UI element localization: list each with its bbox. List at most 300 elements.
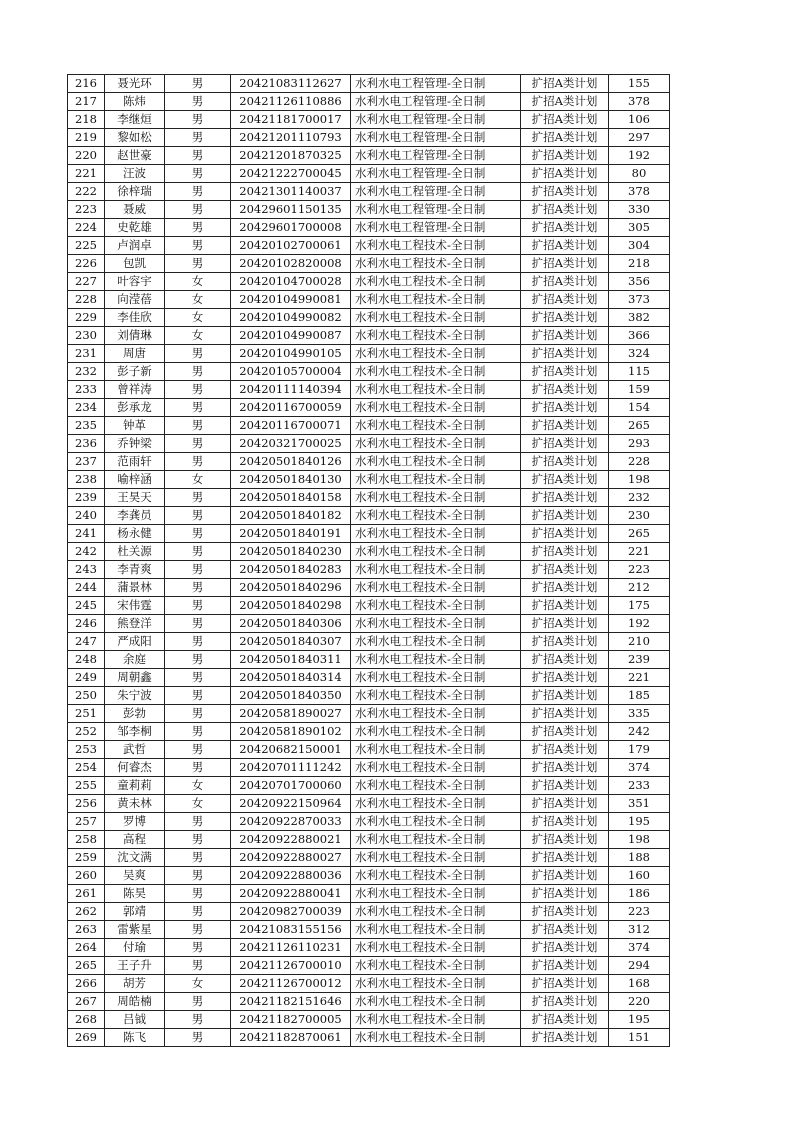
- plan-type-cell: 扩招A类计划: [521, 651, 609, 669]
- table-row: [68, 975, 670, 993]
- row-number-cell: 231: [68, 345, 105, 363]
- major-cell: 水利水电工程技术-全日制: [351, 417, 521, 435]
- table-row: [68, 435, 670, 453]
- score-cell: 335: [609, 705, 670, 723]
- exam-id-cell: 20420111140394: [231, 381, 351, 399]
- score-cell: 106: [609, 111, 670, 129]
- exam-id-cell: 20420922880036: [231, 867, 351, 885]
- row-number-cell: 225: [68, 237, 105, 255]
- gender-cell: 男: [165, 561, 231, 579]
- score-cell: 179: [609, 741, 670, 759]
- major-cell: 水利水电工程技术-全日制: [351, 309, 521, 327]
- exam-id-cell: 20421126110231: [231, 939, 351, 957]
- gender-cell: 男: [165, 201, 231, 219]
- name-cell: 武哲: [105, 741, 165, 759]
- plan-type-cell: 扩招A类计划: [521, 723, 609, 741]
- score-cell: 374: [609, 759, 670, 777]
- name-cell: 李佳欣: [105, 309, 165, 327]
- gender-cell: 男: [165, 345, 231, 363]
- plan-type-cell: 扩招A类计划: [521, 237, 609, 255]
- score-cell: 312: [609, 921, 670, 939]
- row-number-cell: 240: [68, 507, 105, 525]
- major-cell: 水利水电工程管理-全日制: [351, 147, 521, 165]
- table-row: [68, 453, 670, 471]
- row-number-cell: 230: [68, 327, 105, 345]
- gender-cell: 男: [165, 1029, 231, 1047]
- name-cell: 邹李桐: [105, 723, 165, 741]
- gender-cell: 男: [165, 363, 231, 381]
- name-cell: 包凯: [105, 255, 165, 273]
- table-row: [68, 309, 670, 327]
- row-number-cell: 261: [68, 885, 105, 903]
- exam-id-cell: 20420104990087: [231, 327, 351, 345]
- plan-type-cell: 扩招A类计划: [521, 741, 609, 759]
- name-cell: 严成阳: [105, 633, 165, 651]
- score-cell: 265: [609, 525, 670, 543]
- major-cell: 水利水电工程技术-全日制: [351, 237, 521, 255]
- plan-type-cell: 扩招A类计划: [521, 615, 609, 633]
- gender-cell: 男: [165, 885, 231, 903]
- table-row: [68, 525, 670, 543]
- exam-id-cell: 20420501840296: [231, 579, 351, 597]
- gender-cell: 男: [165, 219, 231, 237]
- gender-cell: 男: [165, 651, 231, 669]
- row-number-cell: 243: [68, 561, 105, 579]
- name-cell: 郭靖: [105, 903, 165, 921]
- major-cell: 水利水电工程技术-全日制: [351, 363, 521, 381]
- gender-cell: 男: [165, 165, 231, 183]
- score-cell: 378: [609, 93, 670, 111]
- exam-id-cell: 20420501840130: [231, 471, 351, 489]
- plan-type-cell: 扩招A类计划: [521, 489, 609, 507]
- score-cell: 378: [609, 183, 670, 201]
- row-number-cell: 219: [68, 129, 105, 147]
- exam-id-cell: 20421222700045: [231, 165, 351, 183]
- table-row: [68, 777, 670, 795]
- exam-id-cell: 20420922880041: [231, 885, 351, 903]
- major-cell: 水利水电工程技术-全日制: [351, 813, 521, 831]
- row-number-cell: 253: [68, 741, 105, 759]
- name-cell: 卢润卓: [105, 237, 165, 255]
- exam-id-cell: 20420501840306: [231, 615, 351, 633]
- gender-cell: 男: [165, 453, 231, 471]
- row-number-cell: 232: [68, 363, 105, 381]
- table-row: [68, 597, 670, 615]
- row-number-cell: 260: [68, 867, 105, 885]
- gender-cell: 男: [165, 111, 231, 129]
- name-cell: 宋伟霆: [105, 597, 165, 615]
- table-row: [68, 579, 670, 597]
- row-number-cell: 269: [68, 1029, 105, 1047]
- plan-type-cell: 扩招A类计划: [521, 813, 609, 831]
- gender-cell: 男: [165, 489, 231, 507]
- row-number-cell: 237: [68, 453, 105, 471]
- row-number-cell: 268: [68, 1011, 105, 1029]
- exam-id-cell: 20420922880027: [231, 849, 351, 867]
- table-row: [68, 345, 670, 363]
- plan-type-cell: 扩招A类计划: [521, 327, 609, 345]
- gender-cell: 男: [165, 1011, 231, 1029]
- row-number-cell: 265: [68, 957, 105, 975]
- score-cell: 160: [609, 867, 670, 885]
- name-cell: 彭承龙: [105, 399, 165, 417]
- row-number-cell: 267: [68, 993, 105, 1011]
- name-cell: 付瑜: [105, 939, 165, 957]
- table-row: [68, 111, 670, 129]
- score-cell: 218: [609, 255, 670, 273]
- row-number-cell: 266: [68, 975, 105, 993]
- score-cell: 297: [609, 129, 670, 147]
- table-row: [68, 507, 670, 525]
- name-cell: 王昊天: [105, 489, 165, 507]
- row-number-cell: 244: [68, 579, 105, 597]
- exam-id-cell: 20420501840350: [231, 687, 351, 705]
- exam-id-cell: 20420922870033: [231, 813, 351, 831]
- table-row: [68, 201, 670, 219]
- name-cell: 黎如松: [105, 129, 165, 147]
- row-number-cell: 254: [68, 759, 105, 777]
- name-cell: 彭勃: [105, 705, 165, 723]
- table-row: [68, 723, 670, 741]
- table-row: [68, 129, 670, 147]
- major-cell: 水利水电工程技术-全日制: [351, 759, 521, 777]
- table-row: [68, 633, 670, 651]
- score-cell: 80: [609, 165, 670, 183]
- major-cell: 水利水电工程技术-全日制: [351, 993, 521, 1011]
- exam-id-cell: 20420501840230: [231, 543, 351, 561]
- gender-cell: 男: [165, 417, 231, 435]
- row-number-cell: 258: [68, 831, 105, 849]
- name-cell: 曾祥涛: [105, 381, 165, 399]
- plan-type-cell: 扩招A类计划: [521, 777, 609, 795]
- gender-cell: 男: [165, 741, 231, 759]
- major-cell: 水利水电工程技术-全日制: [351, 525, 521, 543]
- plan-type-cell: 扩招A类计划: [521, 219, 609, 237]
- exam-id-cell: 20420701111242: [231, 759, 351, 777]
- row-number-cell: 233: [68, 381, 105, 399]
- score-cell: 366: [609, 327, 670, 345]
- score-cell: 293: [609, 435, 670, 453]
- score-cell: 151: [609, 1029, 670, 1047]
- major-cell: 水利水电工程技术-全日制: [351, 273, 521, 291]
- gender-cell: 男: [165, 525, 231, 543]
- plan-type-cell: 扩招A类计划: [521, 597, 609, 615]
- name-cell: 史乾雄: [105, 219, 165, 237]
- name-cell: 熊登洋: [105, 615, 165, 633]
- major-cell: 水利水电工程技术-全日制: [351, 633, 521, 651]
- gender-cell: 男: [165, 687, 231, 705]
- score-cell: 175: [609, 597, 670, 615]
- table-row: [68, 795, 670, 813]
- name-cell: 周唐: [105, 345, 165, 363]
- table-row: [68, 237, 670, 255]
- plan-type-cell: 扩招A类计划: [521, 345, 609, 363]
- major-cell: 水利水电工程技术-全日制: [351, 831, 521, 849]
- score-cell: 305: [609, 219, 670, 237]
- major-cell: 水利水电工程管理-全日制: [351, 201, 521, 219]
- plan-type-cell: 扩招A类计划: [521, 453, 609, 471]
- row-number-cell: 245: [68, 597, 105, 615]
- name-cell: 黄未林: [105, 795, 165, 813]
- exam-id-cell: 20420922150964: [231, 795, 351, 813]
- score-cell: 198: [609, 471, 670, 489]
- score-cell: 168: [609, 975, 670, 993]
- gender-cell: 女: [165, 291, 231, 309]
- gender-cell: 女: [165, 975, 231, 993]
- plan-type-cell: 扩招A类计划: [521, 633, 609, 651]
- table-row: [68, 399, 670, 417]
- plan-type-cell: 扩招A类计划: [521, 975, 609, 993]
- score-cell: 233: [609, 777, 670, 795]
- name-cell: 周皓楠: [105, 993, 165, 1011]
- score-cell: 186: [609, 885, 670, 903]
- gender-cell: 男: [165, 75, 231, 93]
- major-cell: 水利水电工程技术-全日制: [351, 921, 521, 939]
- exam-id-cell: 20421126700012: [231, 975, 351, 993]
- major-cell: 水利水电工程技术-全日制: [351, 291, 521, 309]
- name-cell: 乔钟梁: [105, 435, 165, 453]
- plan-type-cell: 扩招A类计划: [521, 579, 609, 597]
- table-row: [68, 813, 670, 831]
- major-cell: 水利水电工程技术-全日制: [351, 597, 521, 615]
- row-number-cell: 256: [68, 795, 105, 813]
- gender-cell: 男: [165, 903, 231, 921]
- table-row: [68, 381, 670, 399]
- major-cell: 水利水电工程技术-全日制: [351, 867, 521, 885]
- major-cell: 水利水电工程技术-全日制: [351, 615, 521, 633]
- row-number-cell: 259: [68, 849, 105, 867]
- major-cell: 水利水电工程技术-全日制: [351, 489, 521, 507]
- plan-type-cell: 扩招A类计划: [521, 111, 609, 129]
- major-cell: 水利水电工程管理-全日制: [351, 129, 521, 147]
- exam-id-cell: 20420501840182: [231, 507, 351, 525]
- major-cell: 水利水电工程技术-全日制: [351, 1029, 521, 1047]
- score-cell: 185: [609, 687, 670, 705]
- exam-id-cell: 20429601700008: [231, 219, 351, 237]
- exam-id-cell: 20429601150135: [231, 201, 351, 219]
- exam-id-cell: 20420501840126: [231, 453, 351, 471]
- exam-id-cell: 20420116700071: [231, 417, 351, 435]
- gender-cell: 男: [165, 237, 231, 255]
- row-number-cell: 236: [68, 435, 105, 453]
- exam-id-cell: 20421201870325: [231, 147, 351, 165]
- roster-table: [67, 74, 670, 1047]
- gender-cell: 男: [165, 921, 231, 939]
- row-number-cell: 221: [68, 165, 105, 183]
- exam-id-cell: 20420682150001: [231, 741, 351, 759]
- row-number-cell: 224: [68, 219, 105, 237]
- score-cell: 324: [609, 345, 670, 363]
- name-cell: 陈炜: [105, 93, 165, 111]
- plan-type-cell: 扩招A类计划: [521, 939, 609, 957]
- table-row: [68, 867, 670, 885]
- plan-type-cell: 扩招A类计划: [521, 291, 609, 309]
- name-cell: 聂威: [105, 201, 165, 219]
- table-row: [68, 273, 670, 291]
- row-number-cell: 255: [68, 777, 105, 795]
- gender-cell: 男: [165, 147, 231, 165]
- name-cell: 赵世豪: [105, 147, 165, 165]
- score-cell: 223: [609, 561, 670, 579]
- gender-cell: 女: [165, 777, 231, 795]
- major-cell: 水利水电工程技术-全日制: [351, 543, 521, 561]
- table-row: [68, 1011, 670, 1029]
- gender-cell: 女: [165, 471, 231, 489]
- exam-id-cell: 20421083112627: [231, 75, 351, 93]
- name-cell: 周朝鑫: [105, 669, 165, 687]
- table-row: [68, 741, 670, 759]
- major-cell: 水利水电工程技术-全日制: [351, 507, 521, 525]
- exam-id-cell: 20420581890027: [231, 705, 351, 723]
- gender-cell: 男: [165, 633, 231, 651]
- name-cell: 聂光环: [105, 75, 165, 93]
- major-cell: 水利水电工程技术-全日制: [351, 849, 521, 867]
- gender-cell: 男: [165, 381, 231, 399]
- score-cell: 228: [609, 453, 670, 471]
- plan-type-cell: 扩招A类计划: [521, 1029, 609, 1047]
- name-cell: 余庭: [105, 651, 165, 669]
- gender-cell: 男: [165, 597, 231, 615]
- exam-id-cell: 20420501840158: [231, 489, 351, 507]
- table-row: [68, 831, 670, 849]
- exam-id-cell: 20420104990105: [231, 345, 351, 363]
- plan-type-cell: 扩招A类计划: [521, 795, 609, 813]
- major-cell: 水利水电工程技术-全日制: [351, 885, 521, 903]
- row-number-cell: 247: [68, 633, 105, 651]
- major-cell: 水利水电工程技术-全日制: [351, 471, 521, 489]
- major-cell: 水利水电工程技术-全日制: [351, 453, 521, 471]
- plan-type-cell: 扩招A类计划: [521, 273, 609, 291]
- gender-cell: 男: [165, 129, 231, 147]
- exam-id-cell: 20420501840298: [231, 597, 351, 615]
- major-cell: 水利水电工程技术-全日制: [351, 705, 521, 723]
- gender-cell: 男: [165, 867, 231, 885]
- exam-id-cell: 20420102820008: [231, 255, 351, 273]
- name-cell: 沈文满: [105, 849, 165, 867]
- score-cell: 230: [609, 507, 670, 525]
- table-row: [68, 561, 670, 579]
- exam-id-cell: 20420501840314: [231, 669, 351, 687]
- row-number-cell: 246: [68, 615, 105, 633]
- major-cell: 水利水电工程管理-全日制: [351, 165, 521, 183]
- name-cell: 童莉莉: [105, 777, 165, 795]
- name-cell: 何睿杰: [105, 759, 165, 777]
- score-cell: 115: [609, 363, 670, 381]
- score-cell: 192: [609, 615, 670, 633]
- row-number-cell: 248: [68, 651, 105, 669]
- gender-cell: 男: [165, 579, 231, 597]
- table-row: [68, 327, 670, 345]
- row-number-cell: 223: [68, 201, 105, 219]
- plan-type-cell: 扩招A类计划: [521, 525, 609, 543]
- name-cell: 彭子新: [105, 363, 165, 381]
- row-number-cell: 238: [68, 471, 105, 489]
- row-number-cell: 249: [68, 669, 105, 687]
- plan-type-cell: 扩招A类计划: [521, 435, 609, 453]
- score-cell: 373: [609, 291, 670, 309]
- plan-type-cell: 扩招A类计划: [521, 309, 609, 327]
- score-cell: 154: [609, 399, 670, 417]
- score-cell: 351: [609, 795, 670, 813]
- score-cell: 192: [609, 147, 670, 165]
- table-row: [68, 669, 670, 687]
- gender-cell: 男: [165, 507, 231, 525]
- gender-cell: 男: [165, 435, 231, 453]
- row-number-cell: 250: [68, 687, 105, 705]
- plan-type-cell: 扩招A类计划: [521, 93, 609, 111]
- plan-type-cell: 扩招A类计划: [521, 507, 609, 525]
- table-row: [68, 921, 670, 939]
- major-cell: 水利水电工程技术-全日制: [351, 723, 521, 741]
- score-cell: 220: [609, 993, 670, 1011]
- row-number-cell: 226: [68, 255, 105, 273]
- plan-type-cell: 扩招A类计划: [521, 759, 609, 777]
- score-cell: 198: [609, 831, 670, 849]
- name-cell: 钟革: [105, 417, 165, 435]
- name-cell: 朱宁波: [105, 687, 165, 705]
- table-row: [68, 957, 670, 975]
- exam-id-cell: 20421181700017: [231, 111, 351, 129]
- exam-id-cell: 20420922880021: [231, 831, 351, 849]
- table-row: [68, 615, 670, 633]
- row-number-cell: 263: [68, 921, 105, 939]
- plan-type-cell: 扩招A类计划: [521, 831, 609, 849]
- exam-id-cell: 20421182700005: [231, 1011, 351, 1029]
- major-cell: 水利水电工程管理-全日制: [351, 75, 521, 93]
- major-cell: 水利水电工程技术-全日制: [351, 255, 521, 273]
- row-number-cell: 227: [68, 273, 105, 291]
- name-cell: 李继烜: [105, 111, 165, 129]
- exam-id-cell: 20421182151646: [231, 993, 351, 1011]
- exam-id-cell: 20420501840307: [231, 633, 351, 651]
- score-cell: 221: [609, 543, 670, 561]
- plan-type-cell: 扩招A类计划: [521, 921, 609, 939]
- name-cell: 陈飞: [105, 1029, 165, 1047]
- name-cell: 胡芳: [105, 975, 165, 993]
- gender-cell: 女: [165, 795, 231, 813]
- gender-cell: 男: [165, 813, 231, 831]
- exam-id-cell: 20420501840191: [231, 525, 351, 543]
- table-row: [68, 903, 670, 921]
- gender-cell: 男: [165, 543, 231, 561]
- score-cell: 223: [609, 903, 670, 921]
- gender-cell: 女: [165, 327, 231, 345]
- row-number-cell: 251: [68, 705, 105, 723]
- table-row: [68, 183, 670, 201]
- row-number-cell: 235: [68, 417, 105, 435]
- gender-cell: 女: [165, 273, 231, 291]
- name-cell: 吕钺: [105, 1011, 165, 1029]
- score-cell: 221: [609, 669, 670, 687]
- name-cell: 杜关源: [105, 543, 165, 561]
- major-cell: 水利水电工程技术-全日制: [351, 327, 521, 345]
- name-cell: 喻梓涵: [105, 471, 165, 489]
- exam-id-cell: 20421083155156: [231, 921, 351, 939]
- plan-type-cell: 扩招A类计划: [521, 201, 609, 219]
- plan-type-cell: 扩招A类计划: [521, 1011, 609, 1029]
- plan-type-cell: 扩招A类计划: [521, 543, 609, 561]
- score-cell: 356: [609, 273, 670, 291]
- row-number-cell: 218: [68, 111, 105, 129]
- score-cell: 232: [609, 489, 670, 507]
- major-cell: 水利水电工程技术-全日制: [351, 939, 521, 957]
- table-row: [68, 291, 670, 309]
- row-number-cell: 241: [68, 525, 105, 543]
- major-cell: 水利水电工程技术-全日制: [351, 669, 521, 687]
- gender-cell: 男: [165, 183, 231, 201]
- plan-type-cell: 扩招A类计划: [521, 75, 609, 93]
- name-cell: 吴爽: [105, 867, 165, 885]
